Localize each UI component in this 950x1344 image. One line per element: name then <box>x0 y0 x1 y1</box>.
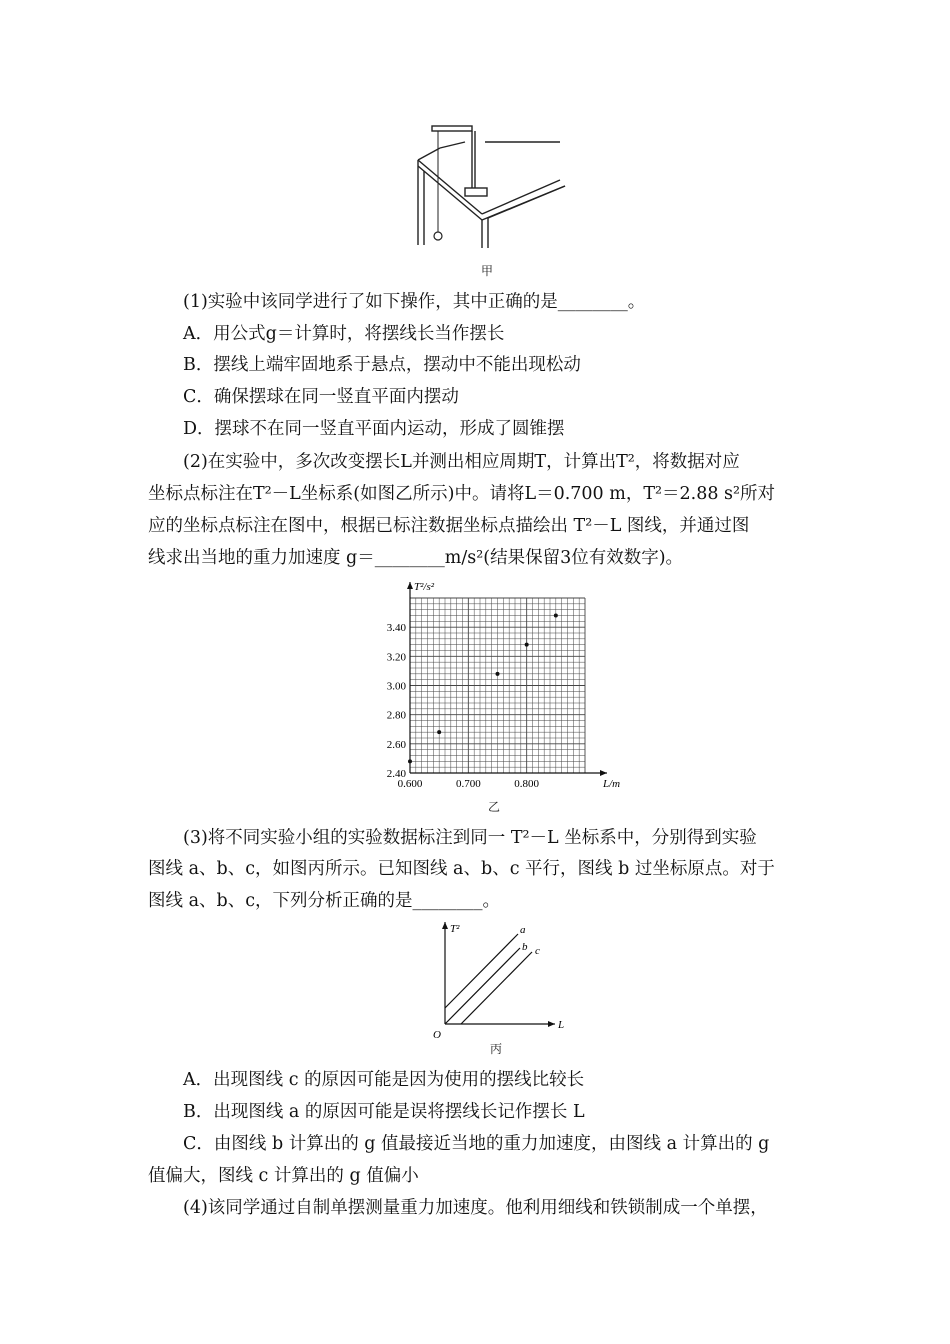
x-axis-arrow <box>600 770 607 776</box>
q1-stem: (1)实验中该同学进行了如下操作，其中正确的是________。 <box>183 292 646 312</box>
data-point <box>437 730 441 734</box>
x-tick-label: 0.800 <box>514 778 540 790</box>
series-label-c: c <box>535 945 540 957</box>
x-axis-label: L <box>558 1019 565 1031</box>
series-line-b <box>445 948 520 1024</box>
q2-line-4: 线求出当地的重力加速度 g＝________m/s²(结果保留3位有效数字)。 <box>148 548 684 568</box>
y-axis-label: T²/s² <box>414 581 435 593</box>
q2-line-3: 应的坐标点标注在图中，根据已标注数据坐标点描绘出 T²－L 图线，并通过图 <box>148 516 750 536</box>
y-tick-label: 2.40 <box>386 768 406 780</box>
data-point <box>554 614 558 618</box>
q3-line-1: (3)将不同实验小组的实验数据标注到同一 T²－L 坐标系中，分别得到实验 <box>183 828 757 848</box>
series-label-a: a <box>520 924 526 936</box>
q4-line: (4)该同学通过自制单摆测量重力加速度。他利用细线和铁锁制成一个单摆， <box>183 1198 768 1218</box>
q1-option-d: D．摆球不在同一竖直平面内运动，形成了圆锥摆 <box>183 419 565 439</box>
y-axis-arrow <box>407 582 413 589</box>
y-axis-arrow <box>442 922 448 929</box>
chart-yi-caption: 乙 <box>488 800 501 814</box>
y-tick-label: 2.80 <box>386 709 406 722</box>
chart-bing-caption: 丙 <box>490 1042 503 1056</box>
y-tick-label: 3.40 <box>386 622 406 635</box>
chart-yi <box>370 578 620 808</box>
figure-jia-apparatus <box>400 120 580 250</box>
q3-option-c-cont: 值偏大，图线 c 计算出的 g 值偏小 <box>148 1166 419 1186</box>
figure-jia-caption: 甲 <box>481 264 494 278</box>
origin-label: O <box>433 1029 441 1038</box>
q3-line-2: 图线 a、b、c，如图丙所示。已知图线 a、b、c 平行，图线 b 过坐标原点。对于 <box>148 859 775 879</box>
data-point <box>525 643 529 647</box>
q2-line-2: 坐标点标注在T²－L坐标系(如图乙所示)中。请将L＝0.700 m，T²＝2.88 s²所对 <box>148 484 776 504</box>
series-label-b: b <box>522 941 528 953</box>
y-axis-label: T² <box>450 923 460 935</box>
y-tick-label: 3.00 <box>386 680 406 693</box>
data-point <box>496 672 500 676</box>
q1-option-c: C．确保摆球在同一竖直平面内摆动 <box>183 387 459 407</box>
q2-line-1: (2)在实验中，多次改变摆长L并测出相应周期T，计算出T²，将数据对应 <box>183 452 740 472</box>
x-tick-label: 0.700 <box>455 778 481 790</box>
x-axis-arrow <box>548 1021 555 1027</box>
x-tick-label: 0.600 <box>397 778 423 790</box>
q3-option-b: B．出现图线 a 的原因可能是误将摆线长记作摆长 L <box>183 1102 585 1122</box>
q1-option-a: A．用公式g＝计算时，将摆线长当作摆长 <box>183 324 505 344</box>
series-line-a <box>445 934 518 1008</box>
data-point <box>408 759 412 763</box>
q3-option-a: A．出现图线 c 的原因可能是因为使用的摆线比较长 <box>183 1070 585 1090</box>
q3-line-3: 图线 a、b、c，下列分析正确的是________。 <box>148 891 500 911</box>
y-tick-label: 2.60 <box>386 738 406 751</box>
chart-yi-grid <box>410 598 585 773</box>
q3-option-c: C．由图线 b 计算出的 g 值最接近当地的重力加速度，由图线 a 计算出的 g <box>183 1134 770 1154</box>
chart-bing <box>420 918 570 1038</box>
y-tick-label: 3.20 <box>386 651 406 664</box>
x-axis-label: L/m <box>603 778 620 790</box>
series-line-c <box>461 952 532 1024</box>
q1-option-b: B．摆线上端牢固地系于悬点，摆动中不能出现松动 <box>183 355 581 375</box>
